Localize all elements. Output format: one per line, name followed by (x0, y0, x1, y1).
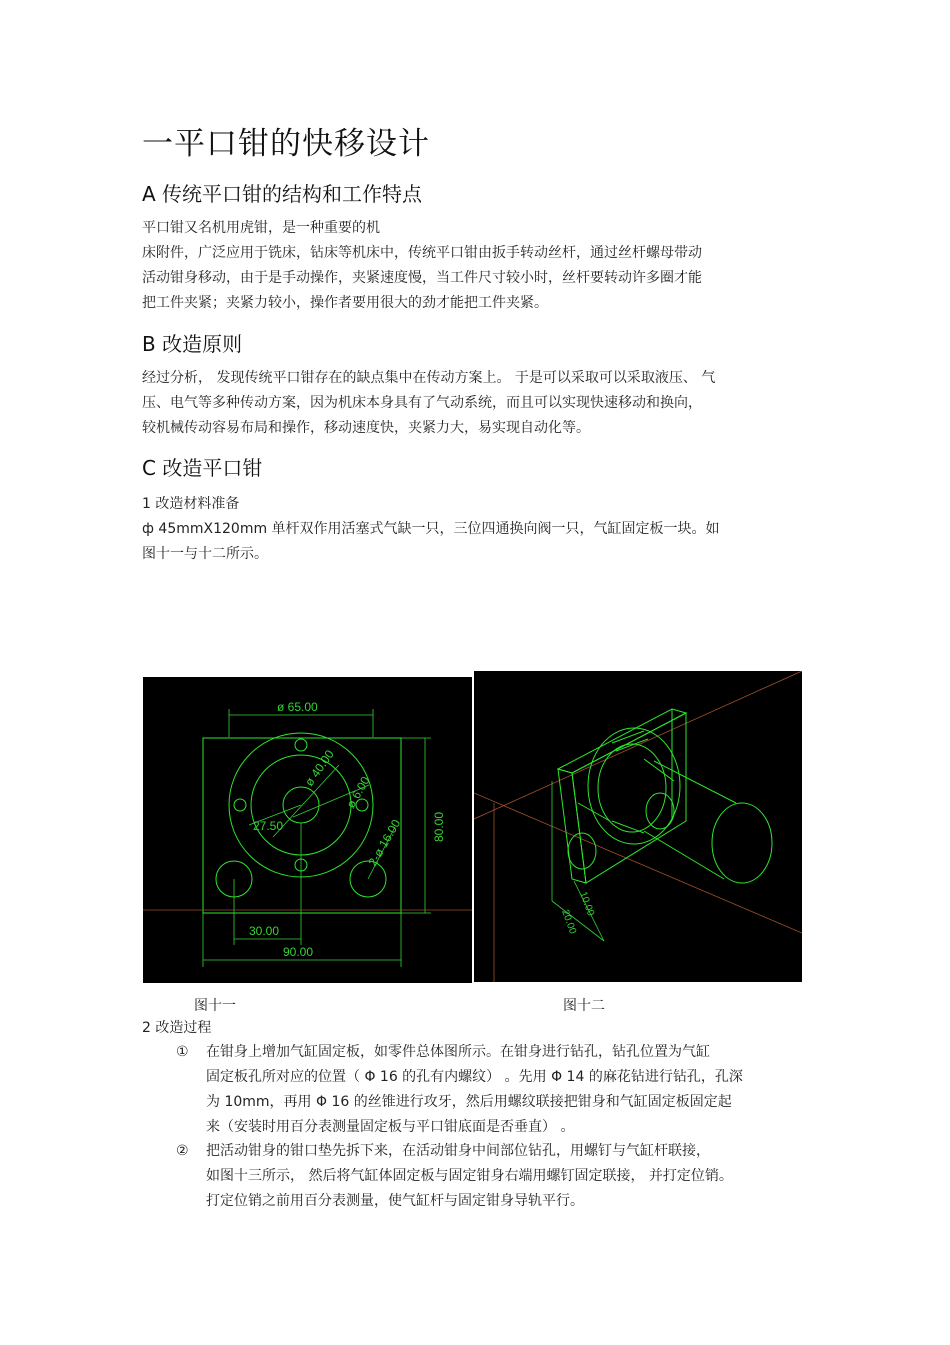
small-hole-top (295, 739, 307, 751)
subsection-1-body (142, 517, 720, 567)
dim-text-80: 80.00 (432, 811, 446, 842)
bolt (578, 803, 610, 821)
dim-text-16: 2-ø 16.00 (365, 817, 404, 869)
section-a-line: 把工件夹紧；夹紧力较小，操作者要用很大的劲才能把工件夹紧。 (142, 295, 548, 311)
small-hole-left (234, 799, 246, 811)
dim-text-65: ø 65.00 (277, 700, 318, 714)
section-b-heading: B 改造原则 (142, 332, 243, 356)
dim-text-20: 20.00 (559, 908, 579, 936)
dim-text-2750: 27.50 (253, 819, 284, 833)
section-b-line: 较机械传动容易布局和操作，移动速度快，夹紧力大，易实现自动化等。 (142, 420, 590, 436)
cylinder-end (712, 803, 772, 883)
section-b-line: 压、电气等多种传动方案，因为机床本身具有了气动系统，而且可以实现快速移动和换向， (142, 395, 702, 411)
section-a-heading: A 传统平口钳的结构和工作特点 (142, 182, 423, 206)
section-a-body (142, 216, 702, 316)
plate-outline (203, 738, 404, 913)
section-a-line: 平口钳又名机用虎钳，是一种重要的机 (142, 220, 380, 236)
figure-12-caption: 图十二 (563, 998, 605, 1014)
step-2-line: 打定位销之前用百分表测量，使气缸杆与固定钳身导轨平行。 (206, 1193, 584, 1209)
section-b-body (142, 366, 715, 441)
bolt (612, 731, 644, 743)
cylinder-edge (654, 761, 736, 803)
plate-top (558, 709, 686, 773)
axis-line (474, 793, 802, 933)
section-a-line: 床附件，广泛应用于铣床，钻床等机床中，传统平口钳由扳手转动丝杆，通过丝杆螺母带动 (142, 245, 702, 261)
step-2-line: 把活动钳身的钳口垫先拆下来，在活动钳身中间部位钻孔，用螺钉与气缸杆联接， (206, 1143, 710, 1159)
step-1 (176, 1040, 743, 1140)
dim-text-40: ø 40.00 (301, 747, 337, 789)
step-1-line: 为 10mm，再用 Φ 16 的丝锥进行攻牙，然后用螺纹联接把钳身和气缸固定板固定起 (206, 1094, 732, 1110)
dim-text-6: ø 6.00 (343, 774, 373, 811)
step-1-number: ① (176, 1044, 189, 1060)
step-2-line: 如图十三所示， 然后将气缸体固定板与固定钳身右端用螺钉固定联接， 并打定位销。 (206, 1168, 733, 1184)
bolt (644, 759, 674, 781)
plate-side (558, 769, 586, 883)
subsection-1-line: 图十一与十二所示。 (142, 546, 268, 562)
step-1-line: 固定板孔所对应的位置（ Φ 16 的孔有内螺纹） 。先用 Φ 14 的麻花钻进行钻孔，孔深 (206, 1069, 743, 1085)
figure-12-svg (474, 671, 802, 982)
step-1-line: 在钳身上增加气缸固定板，如零件总体图所示。在钳身进行钻孔，钻孔位置为气缸 (206, 1044, 710, 1060)
subsection-1-heading: 1 改造材料准备 (142, 496, 240, 512)
section-c-heading: C 改造平口钳 (142, 456, 263, 480)
dim-text-10: 10.00 (577, 890, 597, 918)
section-b-line: 经过分析， 发现传统平口钳存在的缺点集中在传动方案上。 于是可以采取可以采取液压、 气 (142, 370, 716, 386)
step-2 (176, 1139, 733, 1214)
figure-11-drawing (143, 677, 472, 983)
step-1-line: 来（安装时用百分表测量固定板与平口钳底面是否垂直） 。 (206, 1119, 575, 1135)
figure-11-svg (143, 677, 472, 983)
subsection-1-line: ф 45mmX120mm 单杆双作用活塞式气缺一只，三位四通换向阀一只，气缸固定板一块。如 (142, 521, 720, 537)
dim-text-90: 90.00 (283, 945, 314, 959)
figure-12-drawing (474, 671, 802, 982)
figure-11-caption: 图十一 (194, 998, 236, 1014)
dim-line (552, 901, 604, 941)
subsection-2-heading: 2 改造过程 (142, 1020, 212, 1036)
bolt (616, 739, 648, 751)
section-a-line: 活动钳身移动，由于是手动操作，夹紧速度慢，当工件尺寸较小时，丝杆要转动许多圈才能 (142, 270, 702, 286)
flange-inner (598, 744, 666, 832)
dim-text-30: 30.00 (249, 924, 280, 938)
page-title: 一平口钳的快移设计 (142, 126, 430, 162)
hole-right (646, 793, 674, 829)
step-2-number: ② (176, 1143, 189, 1159)
